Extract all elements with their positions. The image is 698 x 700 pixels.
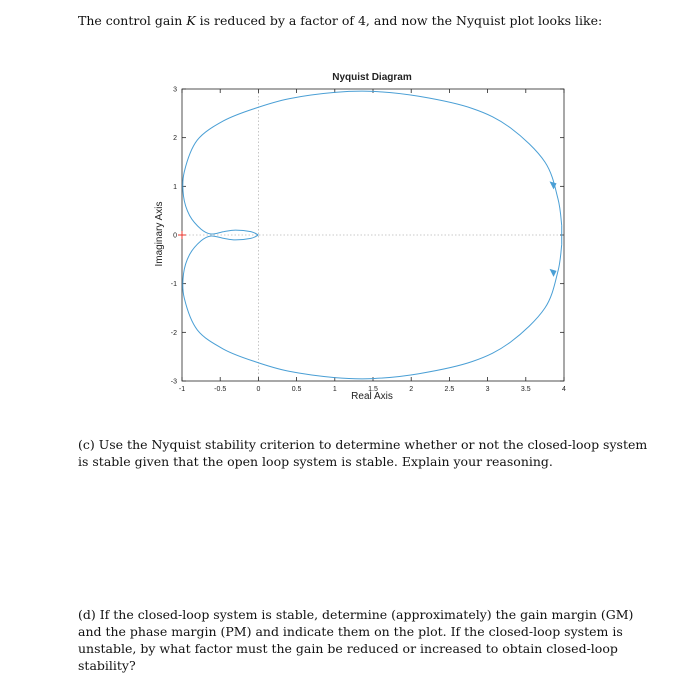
- x-tick-label: -1: [178, 386, 186, 393]
- y-axis-label: Imaginary Axis: [154, 201, 165, 267]
- y-tick-label: -1: [170, 281, 177, 289]
- y-tick-label: -3: [170, 378, 177, 386]
- nyquist-series-line: [183, 91, 562, 235]
- direction-arrow: [550, 269, 557, 277]
- question-d: (d) If the closed-loop system is stable, determine (approximately) the gain margin (GM) and the phase margin (PM) and indicate them on the plot. If the closed-loop system is unstable, by what factor must the gain be reduced or increased to obtain closed-loop stability?: [78, 607, 634, 673]
- intro-before: The control gain: [78, 13, 187, 28]
- y-tick-label: 3: [173, 86, 177, 94]
- x-tick-label: 2.5: [444, 386, 455, 393]
- intro-after: is reduced by a factor of 4, and now the Nyquist plot looks like:: [195, 13, 603, 28]
- nyquist-plot: [140, 60, 585, 405]
- y-tick-label: 0: [173, 232, 177, 240]
- x-tick-label: -0.5: [214, 386, 227, 393]
- x-tick-label: 3.5: [520, 386, 531, 393]
- y-tick-label: 1: [173, 183, 177, 191]
- intro-text: [78, 12, 668, 29]
- gain-variable: K: [186, 13, 196, 28]
- x-tick-label: 0: [256, 386, 261, 393]
- x-tick-label: 4: [562, 386, 566, 393]
- x-tick-label: 1.5: [368, 386, 378, 393]
- y-tick-label: 2: [173, 135, 177, 143]
- direction-arrows: [550, 181, 557, 277]
- x-axis-label: Real Axis: [351, 391, 393, 402]
- x-tick-label: 2: [409, 386, 414, 393]
- x-tick-label: 0.5: [291, 386, 302, 393]
- x-tick-label: 1: [332, 386, 337, 393]
- x-tick-label: 3: [485, 386, 490, 393]
- origin-reference-lines: [182, 89, 564, 381]
- question-c: (c) Use the Nyquist stability criterion to determine whether or not the closed-loop system is stable given that the open loop system is stable. Explain your reasoning.: [78, 437, 648, 469]
- nyquist-series-line: [183, 235, 562, 379]
- chart-title: Nyquist Diagram: [332, 72, 412, 83]
- critical-point: [178, 231, 186, 239]
- y-tick-label: -2: [170, 329, 177, 337]
